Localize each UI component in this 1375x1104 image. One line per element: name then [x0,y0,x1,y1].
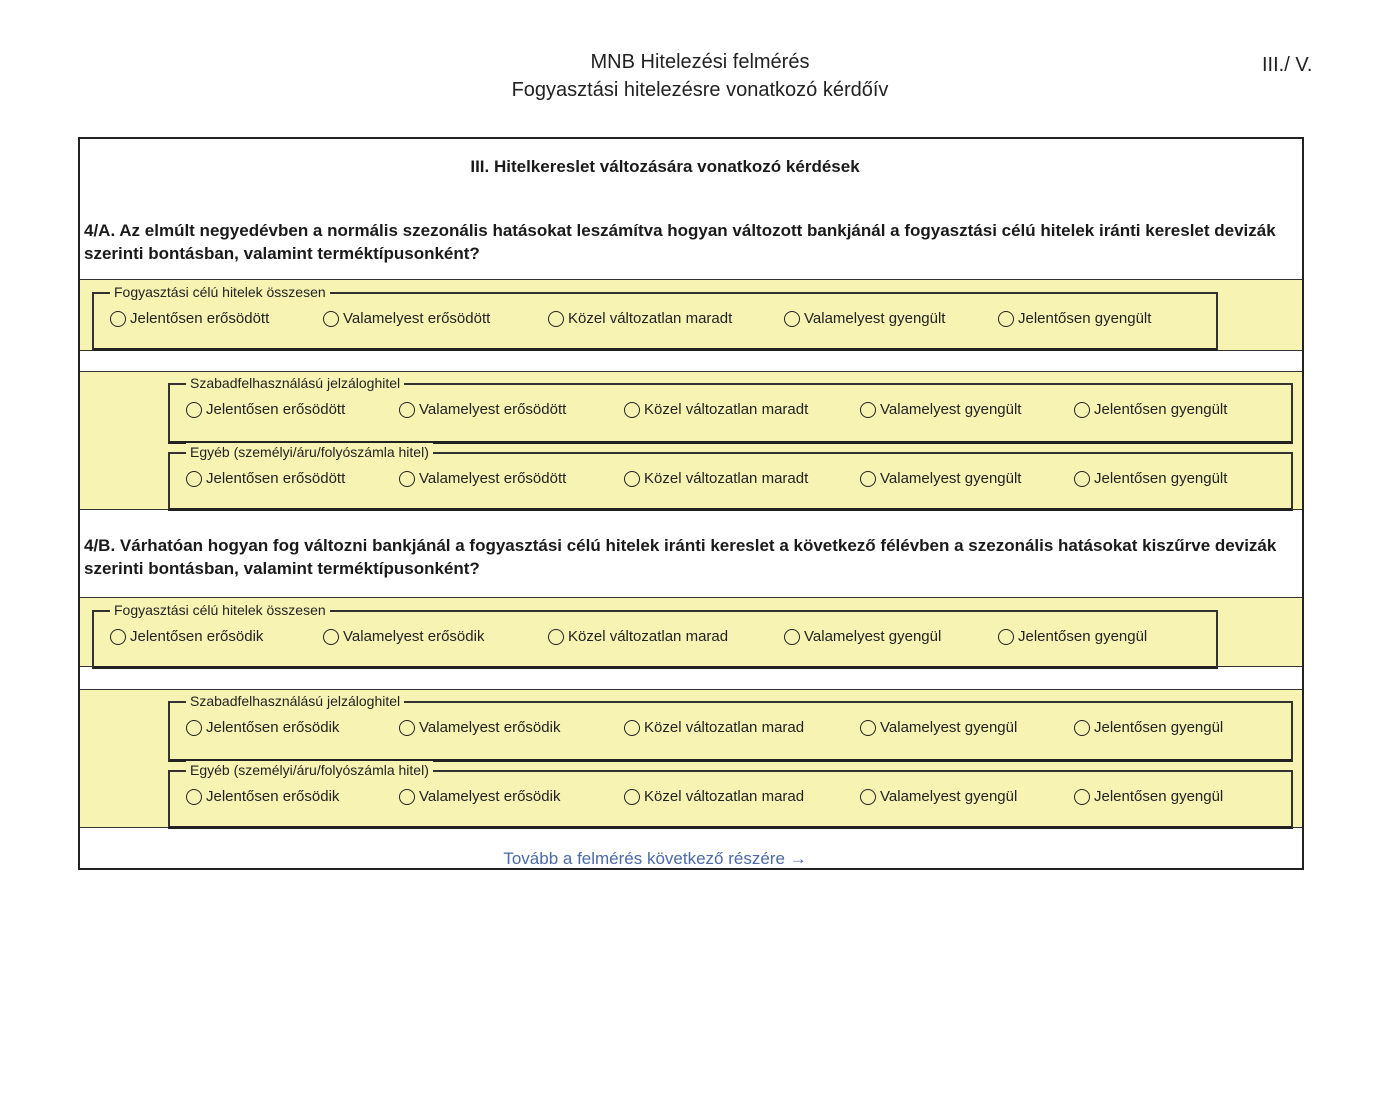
radio-option[interactable] [860,718,1017,738]
radio-option-label: Jelentősen gyengül [1094,788,1224,805]
question-4a-text: 4/A. Az elmúlt negyedévben a normális szezonális hatásokat leszámítva hogyan változott bankjánál a fogyasztási célú hitelek iránti kereslet devizák szerinti bontásban, valamint terméktípusonként? [84,221,1276,263]
radio-option-label: Valamelyest gyengült [804,310,946,327]
radio-option[interactable] [110,627,263,647]
radio-option-label: Valamelyest erősödik [343,628,485,645]
radio-circle-icon[interactable] [399,402,415,418]
radio-circle-icon[interactable] [186,789,202,805]
radio-circle-icon[interactable] [186,402,202,418]
radio-circle-icon[interactable] [860,789,876,805]
radio-circle-icon[interactable] [399,720,415,736]
radio-circle-icon[interactable] [399,471,415,487]
document-subtitle: Fogyasztási hitelezésre vonatkozó kérdőív [511,79,889,101]
radio-option[interactable] [624,469,808,489]
radio-circle-icon[interactable] [998,311,1014,327]
radio-option[interactable] [784,309,945,329]
radio-option[interactable] [186,469,345,489]
radio-option-label: Közel változatlan marad [644,788,805,805]
radio-option[interactable] [1074,469,1227,489]
radio-circle-icon[interactable] [548,311,564,327]
radio-circle-icon[interactable] [1074,402,1090,418]
radio-circle-icon[interactable] [624,789,640,805]
document-title: MNB Hitelezési felmérés [590,51,810,73]
radio-circle-icon[interactable] [186,720,202,736]
radio-group-4b-other [168,762,1293,829]
radio-circle-icon[interactable] [323,311,339,327]
radio-option[interactable] [399,787,560,807]
radio-option[interactable] [1074,787,1223,807]
radio-option-label: Jelentősen erősödött [130,310,270,327]
radio-option[interactable] [399,400,566,420]
radio-option-label: Jelentősen erősödött [206,401,346,418]
radio-option-label: Közel változatlan marad [568,628,729,645]
radio-circle-icon[interactable] [784,629,800,645]
radio-option-label: Közel változatlan maradt [568,310,733,327]
radio-option[interactable] [998,309,1151,329]
radio-option-label: Valamelyest gyengül [804,628,942,645]
radio-circle-icon[interactable] [399,789,415,805]
section-heading: III. Hitelkereslet változására vonatkozó kérdések [470,157,860,176]
radio-circle-icon[interactable] [860,720,876,736]
radio-circle-icon[interactable] [110,311,126,327]
radio-option-label: Jelentősen erősödött [206,470,346,487]
question-4a-total-band [80,279,1302,351]
question-4b-products-band [80,689,1302,828]
radio-option-label: Jelentősen gyengül [1094,719,1224,736]
group-label: Fogyasztási célú hitelek összesen [110,283,330,301]
radio-option-label: Jelentősen gyengült [1094,470,1228,487]
group-label: Fogyasztási célú hitelek összesen [110,601,330,619]
radio-circle-icon[interactable] [624,471,640,487]
radio-option-label: Valamelyest erősödött [419,401,567,418]
radio-circle-icon[interactable] [784,311,800,327]
radio-group-4a-total [92,284,1218,351]
radio-group-4b-mortgage [168,693,1293,762]
radio-option-label: Jelentősen gyengült [1094,401,1228,418]
radio-option[interactable] [860,400,1021,420]
radio-option[interactable] [1074,718,1223,738]
radio-option[interactable] [323,627,484,647]
radio-option[interactable] [186,718,339,738]
radio-option[interactable] [1074,400,1227,420]
radio-circle-icon[interactable] [624,402,640,418]
radio-option[interactable] [784,627,941,647]
question-4b-total-band [80,597,1302,667]
radio-circle-icon[interactable] [548,629,564,645]
question-4a-products-band [80,371,1302,510]
questionnaire-frame [78,137,1304,870]
group-label: Szabadfelhasználású jelzáloghitel [186,374,404,392]
radio-circle-icon[interactable] [186,471,202,487]
radio-option[interactable] [998,627,1147,647]
radio-option-label: Jelentősen gyengült [1018,310,1152,327]
radio-circle-icon[interactable] [1074,720,1090,736]
radio-option-label: Valamelyest gyengült [880,401,1022,418]
radio-circle-icon[interactable] [624,720,640,736]
radio-option[interactable] [860,787,1017,807]
radio-group-4b-total [92,602,1218,669]
radio-option-label: Valamelyest gyengül [880,788,1018,805]
radio-option-label: Közel változatlan marad [644,719,805,736]
radio-group-4a-other [168,444,1293,511]
radio-option-label: Valamelyest gyengült [880,470,1022,487]
radio-option[interactable] [186,400,345,420]
radio-option[interactable] [548,627,728,647]
radio-option-label: Jelentősen gyengül [1018,628,1148,645]
radio-option-label: Valamelyest erősödik [419,719,561,736]
question-4b-text: 4/B. Várhatóan hogyan fog változni bankjánál a fogyasztási célú hitelek iránti kereslet a következő félévben a szezonális hatásokat kiszűrve devizák szerinti bontásban, valamint terméktípusonként? [84,536,1277,578]
radio-option-label: Valamelyest erősödött [343,310,491,327]
radio-option-label: Közel változatlan maradt [644,401,809,418]
radio-option[interactable] [624,787,804,807]
radio-option[interactable] [399,469,566,489]
group-label: Egyéb (személyi/áru/folyószámla hitel) [186,443,433,461]
radio-option[interactable] [110,309,269,329]
radio-option-label: Jelentősen erősödik [206,788,340,805]
radio-option-label: Közel változatlan maradt [644,470,809,487]
group-label: Szabadfelhasználású jelzáloghitel [186,692,404,710]
radio-option-label: Valamelyest erősödik [419,788,561,805]
radio-option-label: Jelentősen erősödik [130,628,264,645]
radio-option[interactable] [860,469,1021,489]
page-number: III./ V. [1262,54,1313,76]
radio-option-label: Valamelyest erősödött [419,470,567,487]
radio-option[interactable] [399,718,560,738]
radio-circle-icon[interactable] [860,471,876,487]
group-label: Egyéb (személyi/áru/folyószámla hitel) [186,761,433,779]
radio-option-label: Jelentősen erősödik [206,719,340,736]
radio-option[interactable] [548,309,732,329]
radio-option[interactable] [186,787,339,807]
radio-option[interactable] [624,718,804,738]
radio-circle-icon[interactable] [1074,471,1090,487]
radio-option[interactable] [323,309,490,329]
next-section-link[interactable]: Tovább a felmérés következő részére → [503,849,807,868]
radio-circle-icon[interactable] [1074,789,1090,805]
radio-group-4a-mortgage [168,375,1293,444]
radio-option-label: Valamelyest gyengül [880,719,1018,736]
radio-circle-icon[interactable] [860,402,876,418]
radio-circle-icon[interactable] [110,629,126,645]
radio-circle-icon[interactable] [998,629,1014,645]
radio-option[interactable] [624,400,808,420]
radio-circle-icon[interactable] [323,629,339,645]
